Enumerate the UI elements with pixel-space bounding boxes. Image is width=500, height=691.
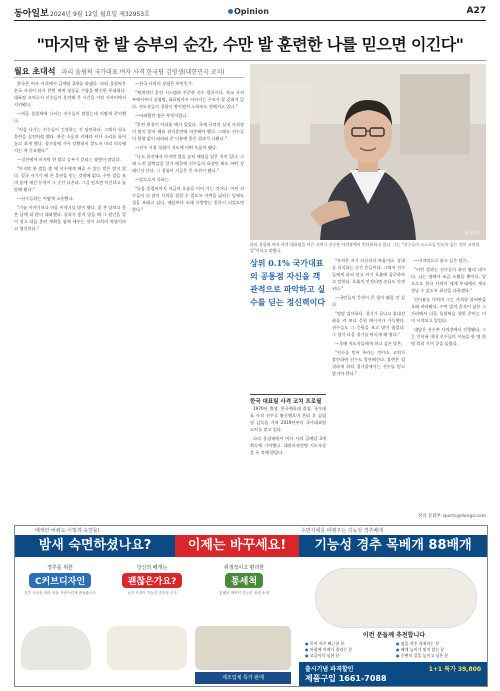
recommend-items [305,641,483,659]
feature-kicker: 당신의 베개는 [136,565,168,571]
feature-badge: C커브디자인 [29,573,91,588]
date-text: 2024년 9월 12일 월요일 [50,11,118,18]
feature-desc: 통째로 세탁이 가능한 위생 소재 [219,591,269,595]
ad-banner-sleep: 밤새 숙면하셨나요? [15,535,175,557]
ad-feature-check [111,564,193,624]
list-item: ● 잠을 자주 뒤척이는 분 [396,641,483,647]
manufacturer-label: 제조업체 특가 판매 [195,672,291,684]
paragraph: "선수를 믿어 주라는 것이다. 코치가 불안하면 선수도 불안해진다. 훈련은 엄격하게 하되 경기장에서는 선수를 믿고 맡겨야 한다." [332,350,405,376]
ad-feature-curve [19,564,101,624]
ad-banner-change: 이제는 바꾸세요! [175,535,299,557]
section-text: Opinion [234,7,269,16]
paragraph: 한국은 여자 사격에서 금메달 3개를 따냈다. 파리 올림픽은 한국 사격이 다시 한번 세계 정상급 기량을 확인한 무대였다. 대표팀 코치로서 선수들이 훈련해 온 시간을 가장 가까이에서 지켜봤다. [14,81,126,107]
paragraph: 1970년 출생. 한국체육대 졸업. 국가대표 사격 선수로 활동했으며 은퇴 후 실업팀 감독을 거쳐 2019년부터 국가대표팀 코치를 맡고 있다. [250,406,326,432]
article-column-1 [14,80,126,520]
paragraph: "다음 올림픽까지 지금의 흐름을 이어 가는 것이다. 어린 선수들이 더 많이 사격을 접할 수 있도록 저변을 넓히는 일에도 힘을 보태고 싶다. 메달보다 오래 사랑받는 종목이 되었으면 한다." [132,186,244,212]
feature-kicker: 경추를 위한 [47,565,73,571]
section-dot-icon [228,9,233,14]
pillow-product-image [315,568,477,628]
issue-number: 제32953호 [119,11,150,18]
feature-badge: 괜찮은가요? [122,573,183,588]
section-label [228,7,269,16]
page-number: A27 [466,6,486,16]
pillow-image [195,626,291,670]
person-photo-illustration [250,64,486,240]
feature-desc: 높이 조절이 가능한 맞춤형 구조 [127,591,177,595]
feature-desc: 경추 곡선을 따라 목을 자연스럽게 받쳐줍니다 [24,591,96,595]
photo-caption: 파리 올림픽 여자 사격 대표팀을 이끈 코치가 선수촌 사격장에서 인터뷰하고 있다. 그는 "선수들이 스스로를 믿도록 돕는 것이 코치의 일"이라고 말했다. [250,242,480,253]
paragraph: —결선에서 마지막 한 발로 승부가 갈리는 장면이 많았다. [17,157,121,162]
issue-date [50,9,150,18]
byline [14,66,244,77]
headline: "마지막 한 발 승부의 순간, 수만 발 훈련한 나를 믿으면 이긴다" [36,35,464,54]
ad-recommend-list [305,630,483,659]
paragraph: "체계적인 훈련 시스템과 꾸준한 선수 발굴이다. 학교 사격부에서부터 실업팀, 대표팀까지 이어지는 구조가 잘 갖춰져 있다. 지도자들의 경험이 쌓이면서 노하우도 전해지고 있다." [132,90,244,109]
paragraph: "정말 감사하다. 경기가 끝나고 휴대전화를 켜 보니 응원 메시지가 가득했다. 선수들도 그 응원을 보고 많이 울었다. 그 힘이 다음 경기를 버티게 해 줬다." [332,311,405,337]
profile-column [250,405,326,515]
list-item: ● 수면의 질을 높이고 싶은 분 [396,653,483,659]
paragraph: "이번 결과는 선수들이 흘린 땀의 대가다. 나는 옆에서 조금 도왔을 뿐이다. 앞으로도 한국 사격이 세계 무대에서 계속 빛날 수 있도록 최선을 다하겠다." [411,267,486,293]
ad-topline [15,526,487,535]
ad-banner-product: 기능성 경추 목베개 88배개 [299,535,487,557]
pull-quote: 상위 0.1% 국가대표의 공통점 자신을 객관적으로 파악하고 실수를 딛는 정신력이다 [250,258,326,307]
paragraph: "처음 나가는 선수들이 긴장하는 건 당연하다. 그래서 평소 훈련을 실전처럼 했다. 관중 소음과 카메라 셔터 소리를 틀어 놓고 쏘게 했다. 경기장에 가서 당황하지 않도록 미리 익숙해지는 게 중요했다." [14,127,126,153]
ad-topline-left: 베개만 바꿔도 이렇게 숙면을! [35,528,100,534]
feature-title [111,573,193,588]
paragraph: "훈련 환경이 아쉬울 때가 있었다. 국제 규격의 실내 사격장이 많지 않아 해외 전지훈련에 의존해야 했다. 그래도 선수들이 불평 없이 따라와 준 덕분에 좋은 결과가 나왔다." [132,122,244,141]
recommend-title: 이런 분들께 추천합니다 [362,632,426,639]
article-column-3 [332,257,405,519]
order-headline: 출시기념 파격할인 [305,666,354,673]
paragraph: —한국 사격의 강점은 무엇인가. [135,81,194,86]
photo-credit: 한국사진 [464,230,480,235]
byline-affiliation: 파리 올림픽 국가대표 여자 사격 한국팀 김영생(대한민국 코치) [61,69,225,76]
paragraph: "나도 결선에서 마지막 발을 놓쳐 메달을 잃은 적이 있다. 그때 느낀 압박감을 알기 때문에 선수들의 표정만 봐도 어떤 상태인지 안다. 그 경험이 지금은 큰 자산이 됐다." [132,154,244,173]
pillow-image [107,626,187,670]
feature-title [203,573,285,588]
paragraph: "사격은 자기 자신과의 싸움이다. 상대를 의식하는 순간 흔들린다. 그래서 선수들에게 과녁 말고 자기 호흡에 집중하라고 말한다. 호흡이 안정되면 손끝도 안정된다." [332,258,405,291]
interview-photo [250,64,486,240]
list-item: ● 아침에 어깨가 결리는 분 [305,647,392,653]
paragraph: —국민들의 응원이 큰 힘이 됐을 것 같다. [332,295,405,307]
paragraph: —후배 지도자들에게 하고 싶은 말은. [335,341,403,346]
order-box [299,662,487,686]
article-column-2 [132,80,244,520]
pillow-advertisement [14,525,488,687]
feature-title [19,573,101,588]
list-item: ● 베개 높이가 맞지 않는 분 [396,647,483,653]
reporter-email: 정리 문화부 sports@donga.com [417,514,486,519]
paragraph: —선수 시절 경험이 지도에 어떤 도움이 됐나. [135,145,218,150]
list-item: ● 코골이가 심한 분 [305,653,392,659]
paragraph: —선수들과는 어떻게 소통했나. [17,196,74,201]
article-column-4 [411,257,486,519]
column-name: 월요 초대석 [14,67,56,76]
paragraph: 파리 올림픽에서 여자 사격 금메달 3개 획득에 기여했다. 대한사격연맹 지도자상을 두 차례 받았다. [250,436,326,455]
divider [14,60,486,61]
ad-feature-wash [203,564,285,624]
paragraph: 인터뷰를 마치며 그는 사격장 과녁판을 오래 바라봤다. 수만 발의 흔적이 남은 그 자리에서 다음 올림픽을 향한 준비는 이미 시작되고 있었다. [411,297,486,323]
order-phone: 제품구입 1661-7088 [305,674,387,683]
ad-topline-right: 수면자세를 바꿔주는 기능성 경추베개 [301,528,384,534]
paragraph: "기술 이야기보다 마음 이야기를 많이 했다. 잘 쏜 날보다 못 쏜 날에 더 많이 대화했다. 결과가 좋지 않을 때 그 원인을 같이 찾고 다음 훈련 계획을 함께 세우는 것이 코치의 역할이라고 생각한다." [14,205,126,231]
paragraph: "마지막 한 발을 쏠 때 선수에게 해줄 수 있는 말은 많지 않다. 결국 자기가 해 온 훈련을 믿는 것밖에 없다. 수만 발을 쏘며 몸에 새긴 동작이 그 순간 나온다. 그걸 믿으면 이긴다고 늘 말해 왔다." [14,166,126,192]
paragraph: —마지막으로 하고 싶은 말은. [414,258,469,263]
masthead [14,6,486,21]
divider [14,77,244,78]
feature-kicker: 위생적이고 편리한 [223,565,265,571]
paragraph: —어려웠던 점은 무엇이었나. [135,113,188,118]
paragraph: —앞으로의 목표는. [135,177,171,182]
paragraph: —처음 올림픽에 나서는 선수들이 많았는데 어떻게 준비했나. [14,111,126,123]
profile-title: 한국 대표팀 사격 코치 프로필 [250,394,326,405]
list-item: ● 목이 자주 뻐근한 분 [305,641,392,647]
newspaper-logo: 동아일보 [14,9,49,19]
pillow-image [21,626,91,670]
paragraph: 대담은 선수촌 사격장에서 진행됐다. 그는 인터뷰 내내 선수들의 이름을 한 명 한 명 불러 가며 공을 돌렸다. [411,327,486,346]
order-price: 1+1 특가 39,800 [428,666,481,673]
feature-badge: 통세척 [225,573,263,588]
